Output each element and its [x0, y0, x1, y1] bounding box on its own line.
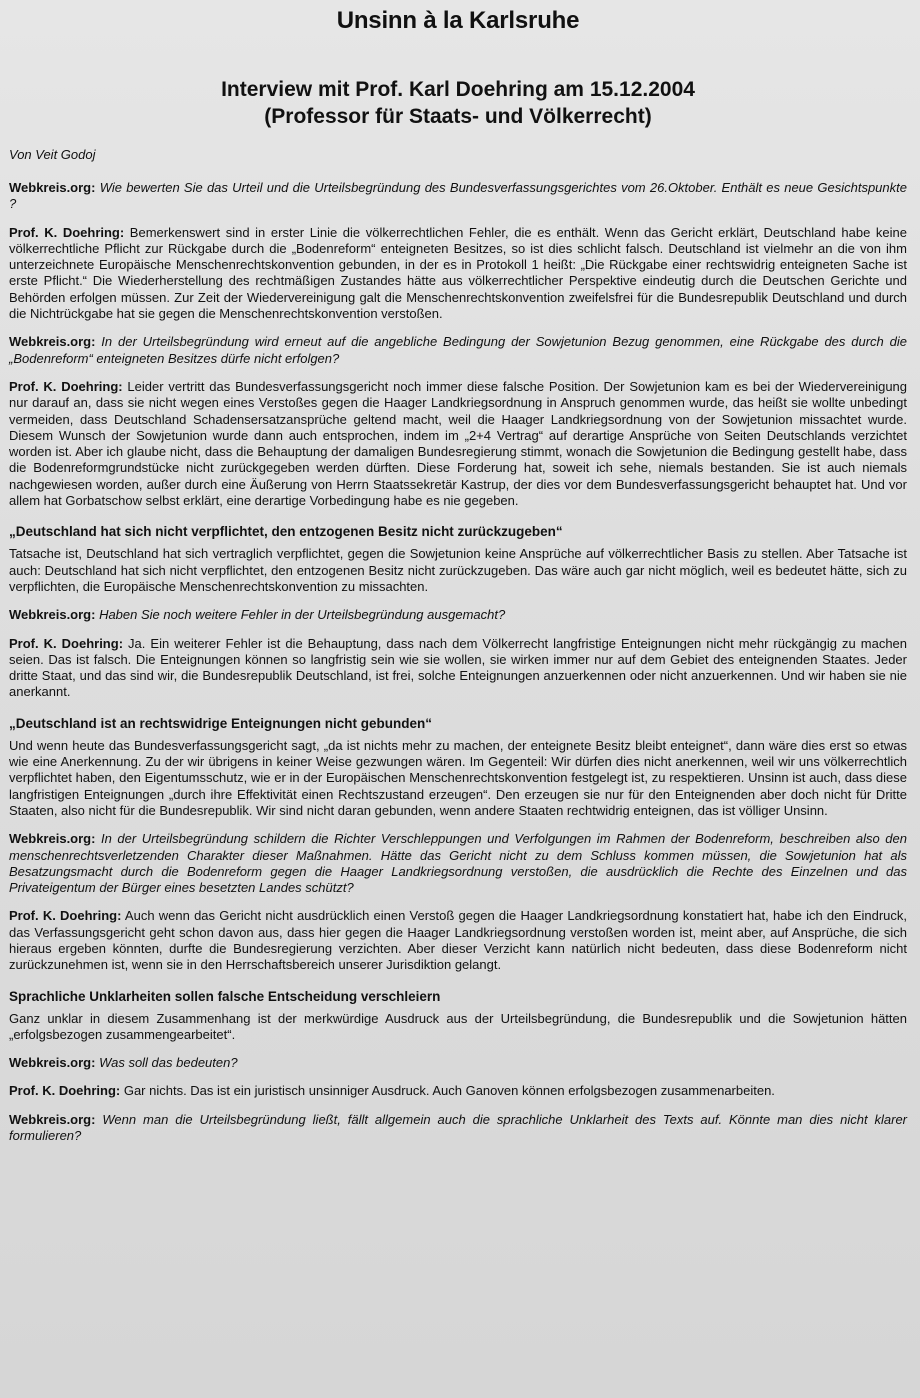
article [9, 6, 907, 1156]
question-text: Wie bewerten Sie das Urteil und die Urteilsbegründung des Bundesverfassungsgerichtes vom 26.Oktober. Enthält es neue Gesichtspunkte ? [9, 180, 907, 212]
answer-text: Gar nichts. Das ist ein juristisch unsinniger Ausdruck. Auch Ganoven können erfolgsbezogen zusammenarbeiten. [120, 1083, 775, 1099]
speaker-label: Prof. K. Doehring: [9, 908, 122, 924]
answer-text: Auch wenn das Gericht nicht ausdrücklich einen Verstoß gegen die Haager Landkriegsordnung konstatiert hat, habe ich den Eindruck, das Verfassungsgericht geht schon davon aus, dass hier gegen die Haager Landkriegsordnung verstoßen worden ist, meint aber, auf Ansprüche, die sich hieraus ergeben könnten, durfte die Bundesregierung verzichten. Aber dieser Verzicht kann natürlich nicht bedeuten, dass diese Bodenreform nicht zurückzunehmen ist, wenn sie in den Herrschaftsbereich unserer Jurisdiktion gelangt. [9, 908, 908, 973]
speaker-label: Webkreis.org: [9, 1055, 96, 1071]
body-paragraph: Tatsache ist, Deutschland hat sich vertraglich verpflichtet, gegen die Sowjetunion keine Ansprüche auf völkerrechtlicher Basis zu stellen. Aber Tatsache ist auch: Deutschland hat sich nicht verpflichtet, den entzogenen Besitz nicht zurückzugeben. Das wäre auch gar nicht möglich, weil es bedeutet hätte, sich zu verpflichten, die Europäische Menschenrechtskonvention zu missachten. [9, 546, 907, 594]
speaker-label: Webkreis.org: [9, 334, 96, 350]
answer-text: Bemerkenswert sind in erster Linie die völkerrechtlichen Fehler, die es enthält. Wenn das Gericht erklärt, Deutschland habe keine völkerrechtliche Pflicht zur Rückgabe durch die „Bodenreform“ enteigneten Besitzes, so ist dies schlicht falsch. Deutschland ist vielmehr an die von ihm unterzeichnete Europäische Menschenrechtskonvention gebunden, in der es in Protokoll 1 heißt: „Die Rückgabe einer rechtswidrig enteigneten Sache ist erste Pflicht.“ Die Wiederherstellung des rechtmäßigen Zustandes hätte aus völkerrechtlicher Perspektive eindeutig durch die Deutschen Gerichte und Behörden erfolgen müssen. Zur Zeit der Wiedervereinigung galt die Menschenrechtskonvention zweifelsfrei für die Bundesrepublik Deutschland und durch die Nichtrückgabe hat sie gegen die Menschenrechtskonvention verstoßen. [9, 224, 907, 322]
speaker-label: Prof. K. Doehring: [9, 378, 123, 394]
section-heading: „Deutschland ist an rechtswidrige Enteignungen nicht gebunden“ [9, 715, 433, 731]
interviewee-answer [9, 225, 907, 323]
question-text: In der Urteilsbegründung wird erneut auf die angebliche Bedingung der Sowjetunion Bezug genommen, eine Rückgabe des durch die „Bodenreform“ enteigneten Besitzes dürfe nicht erfolgen? [9, 334, 907, 366]
question-text: Was soll das bedeuten? [95, 1055, 238, 1071]
speaker-label: Prof. K. Doehring: [9, 635, 124, 651]
answer-text: Leider vertritt das Bundesverfassungsgericht noch immer diese falsche Position. Der Sowjetunion kam es bei der Wiedervereinigung nur darauf an, dass sie nicht wegen eines Verstoßes gegen die Haager Landkriegsordnung in Anspruch genommen wurde, das heißt sie wollte unbedingt vermeiden, dass Deutschland Schadensersatzansprüche geltend macht, weil die Haager Landkriegsordnung von der Sowjetunion missachtet wurde. Diesem Wunsch der Sowjetunion wurde dann auch entsprochen, indem im „2+4 Vertrag“ auf derartige Ansprüche von Seiten Deutschlands verzichtet worden ist. Aber ich glaube nicht, dass die Behauptung der damaligen Bundesregierung stimmt, wonach die Sowjetunion die Bedingung gestellt habe, dass die Bodenreformgrundstücke nicht zurückgegeben werden dürften. Diese Forderung hat, soweit ich sehe, niemals bestanden. Sie ist auch niemals nachgewiesen worden, außer durch eine Äußerung von Herrn Staatssekretär Kastrup, der dies vor dem Bundesverfassungsgericht behauptet hat. Und vor allem hat Gorbatschow selbst erklärt, eine derartige Vorbedingung habe es nie gegeben. [9, 378, 908, 509]
interviewee-answer [9, 908, 907, 973]
article-title: Unsinn à la Karlsruhe [336, 7, 580, 34]
interview-subheading: (Professor für Staats- und Völkerrecht) [264, 105, 652, 128]
body-paragraph: Und wenn heute das Bundesverfassungsgericht sagt, „da ist nichts mehr zu machen, der enteignete Besitz bleibt enteignet“, dann wäre dies erst so etwas wie eine Anerkennung. Zu der wir übrigens in keiner Weise gezwungen wären. Im Gegenteil: Wir dürfen dies nicht anerkennen, weil wir uns völkerrechtlich verpflichtet haben, den Eigentumsschutz, wie er in der Europäischen Menschenrechtskonvention festgelegt ist, zu respektieren. Unsinn ist auch, dass diese langfristigen Enteignungen „durch ihre Effektivität einen Rechtszustand erzeugen“. Den erzeugen sie nur für den Enteignenden aber doch nicht für Dritte Staaten, also nicht für die Bundesrepublik. Wir sind nicht daran gebunden, wenn andere Staaten rechtwidrig enteignen, das ist völliger Unsinn. [9, 737, 907, 818]
interviewer-question [9, 831, 907, 896]
question-text: In der Urteilsbegründung schildern die Richter Verschleppungen und Verfolgungen im Rahmen der Bodenreform, beschreiben also den menschenrechtsverletzenden Charakter dieser Maßnahmen. Hätte das Gericht nicht zu dem Schluss kommen müssen, die Sowjetunion hat als Besatzungsmacht durch die Bodenreform gegen die Haager Landkriegsordnung verstoßen, die ausdrücklich die Rechte des Einzelnen und das Privateigentum der Bürger eines besetzten Landes schützt? [9, 831, 907, 896]
interviewer-question [9, 607, 907, 623]
author-byline: Von Veit Godoj [9, 147, 96, 162]
interviewee-answer [9, 636, 907, 701]
speaker-label: Webkreis.org: [9, 1111, 96, 1127]
body-paragraph: Ganz unklar in diesem Zusammenhang ist der merkwürdige Ausdruck aus der Urteilsbegründung, die Bundesrepublik und die Sowjetunion hätten „erfolgsbezogen zusammengearbeitet“. [9, 1010, 907, 1042]
question-text: Wenn man die Urteilsbegründung ließt, fällt allgemein auch die sprachliche Unklarheit des Texts auf. Könnte man dies nicht klarer formulieren? [9, 1111, 907, 1144]
interviewer-question [9, 1112, 907, 1145]
interviewee-answer [9, 1083, 907, 1099]
article-body [9, 180, 907, 1144]
question-text: Haben Sie noch weitere Fehler in der Urteilsbegründung ausgemacht? [95, 607, 506, 623]
speaker-label: Webkreis.org: [9, 180, 96, 195]
interview-heading: Interview mit Prof. Karl Doehring am 15.12.2004 [221, 78, 695, 101]
interviewer-question [9, 334, 907, 367]
answer-text: Ja. Ein weiterer Fehler ist die Behauptung, dass nach dem Völkerrecht langfristige Enteignungen nicht mehr rückgängig zu machen seien. Das ist falsch. Die Enteignungen können so langfristig sein wie sie wollen, sie wirken immer nur auf dem Gebiet des enteignenden Staates. Jeder dritte Staat, und das sind wir, die Bundesrepublik Deutschland, ist frei, solche Enteignungen anzuerkennen oder nicht anzuerkennen. Und wir haben sie nie anerkannt. [9, 635, 908, 700]
interviewer-question [9, 1055, 907, 1071]
section-heading: Sprachliche Unklarheiten sollen falsche Entscheidung verschleiern [9, 988, 441, 1004]
interviewee-answer [9, 379, 907, 509]
section-heading: „Deutschland hat sich nicht verpflichtet, den entzogenen Besitz nicht zurückzugeben“ [9, 524, 563, 540]
speaker-label: Prof. K. Doehring: [9, 1083, 121, 1099]
speaker-label: Webkreis.org: [9, 607, 96, 623]
interviewer-question [9, 180, 907, 213]
speaker-label: Webkreis.org: [9, 831, 96, 847]
speaker-label: Prof. K. Doehring: [9, 224, 125, 240]
